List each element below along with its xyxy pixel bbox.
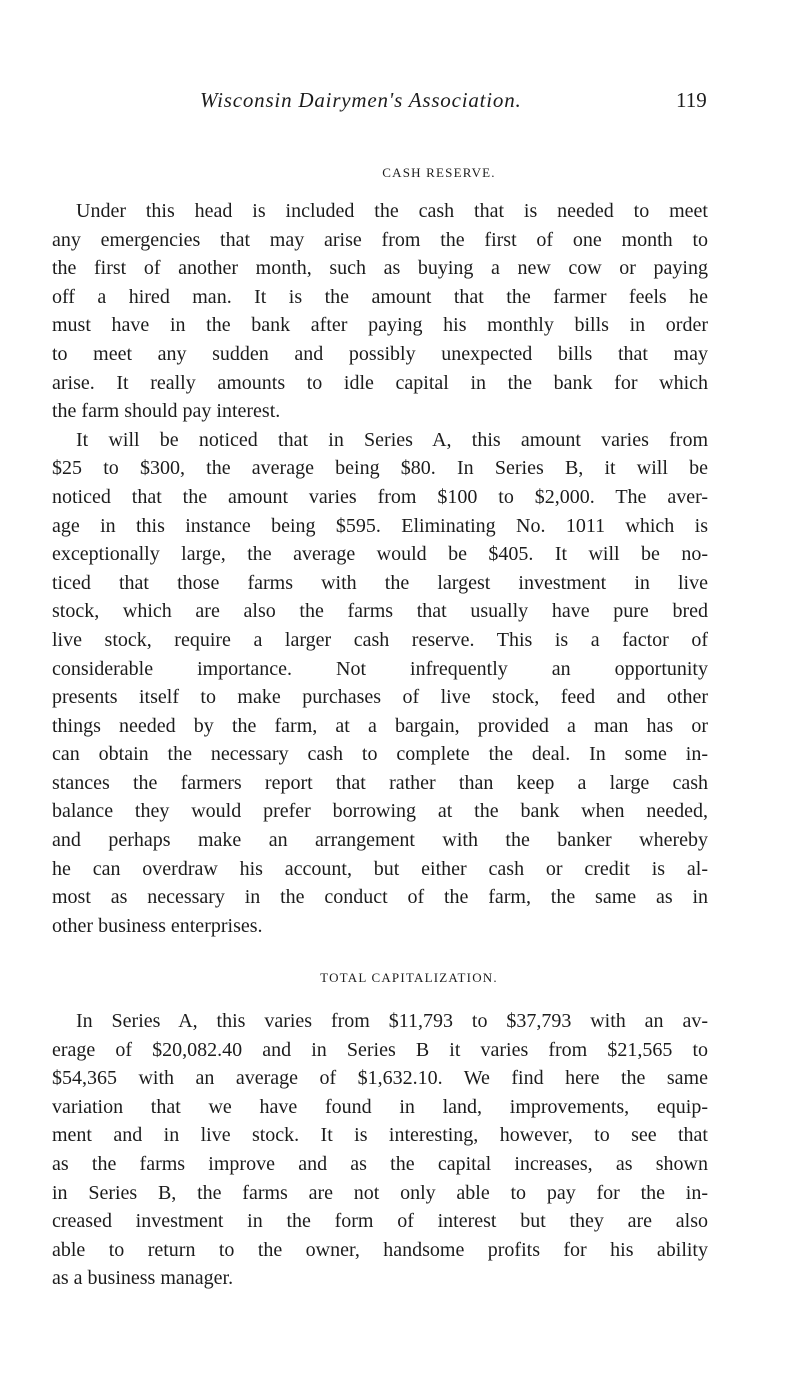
text-line: noticed that the amount varies from $100 to $2,000. The aver-: [52, 485, 708, 508]
text-line: creased investment in the form of interest but they are also: [52, 1210, 708, 1233]
text-line: arise. It really amounts to idle capital in the bank for which: [52, 371, 708, 394]
text-line: Under this head is included the cash that is needed to meet: [76, 200, 708, 222]
text-line: he can overdraw his account, but either cash or credit is al-: [52, 857, 708, 880]
text-line: any emergencies that may arise from the first of one month to: [52, 228, 708, 251]
text-line: most as necessary in the conduct of the farm, the same as in: [52, 886, 708, 909]
cash-reserve-text: [52, 197, 708, 940]
text-line: as the farms improve and as the capital increases, as shown: [52, 1152, 708, 1175]
text-line: live stock, require a larger cash reserve. This is a factor of: [52, 628, 708, 651]
text-line: In Series A, this varies from $11,793 to $37,793 with an av-: [76, 1010, 708, 1032]
text-line: in Series B, the farms are not only able to pay for the in-: [52, 1181, 708, 1204]
text-line: stances the farmers report that rather than keep a large cash: [52, 771, 708, 794]
section-heading-total-capitalization: TOTAL CAPITALIZATION.: [320, 970, 498, 985]
text-line: age in this instance being $595. Eliminating No. 1011 which is: [52, 514, 708, 537]
text-line: ticed that those farms with the largest investment in live: [52, 571, 708, 594]
text-line: variation that we have found in land, improvements, equip-: [52, 1095, 708, 1118]
text-line: stock, which are also the farms that usually have pure bred: [52, 600, 708, 623]
text-line: as a business manager.: [52, 1267, 234, 1290]
text-line: ment and in live stock. It is interesting, however, to see that: [52, 1124, 708, 1147]
text-line: other business enterprises.: [52, 914, 263, 937]
text-line: and perhaps make an arrangement with the banker whereby: [52, 829, 708, 852]
page-number: 119: [676, 88, 707, 112]
text-line: off a hired man. It is the amount that the farmer feels he: [52, 285, 708, 308]
text-line: erage of $20,082.40 and in Series B it varies from $21,565 to: [52, 1038, 708, 1061]
text-line: It will be noticed that in Series A, this amount varies from: [76, 428, 708, 451]
text-line: exceptionally large, the average would be $405. It will be no-: [52, 543, 708, 566]
running-title: Wisconsin Dairymen's Association.: [200, 88, 522, 112]
text-line: the first of another month, such as buying a new cow or paying: [52, 257, 708, 280]
text-line: can obtain the necessary cash to complete the deal. In some in-: [52, 743, 708, 766]
text-line: must have in the bank after paying his monthly bills in order: [52, 314, 708, 337]
text-line: the farm should pay interest.: [52, 400, 281, 423]
text-line: considerable importance. Not infrequently an opportunity: [52, 657, 708, 680]
text-line: $25 to $300, the average being $80. In Series B, it will be: [52, 457, 708, 480]
text-line: presents itself to make purchases of live stock, feed and other: [52, 686, 708, 709]
text-line: to meet any sudden and possibly unexpected bills that may: [52, 342, 708, 365]
text-line: things needed by the farm, at a bargain, provided a man has or: [52, 714, 708, 737]
section-heading-cash-reserve: CASH RESERVE.: [382, 165, 496, 180]
text-line: able to return to the owner, handsome profits for his ability: [52, 1238, 708, 1261]
text-line: $54,365 with an average of $1,632.10. We find here the same: [52, 1067, 708, 1090]
total-capitalization-text: [52, 1007, 708, 1293]
text-line: balance they would prefer borrowing at the bank when needed,: [52, 800, 708, 823]
